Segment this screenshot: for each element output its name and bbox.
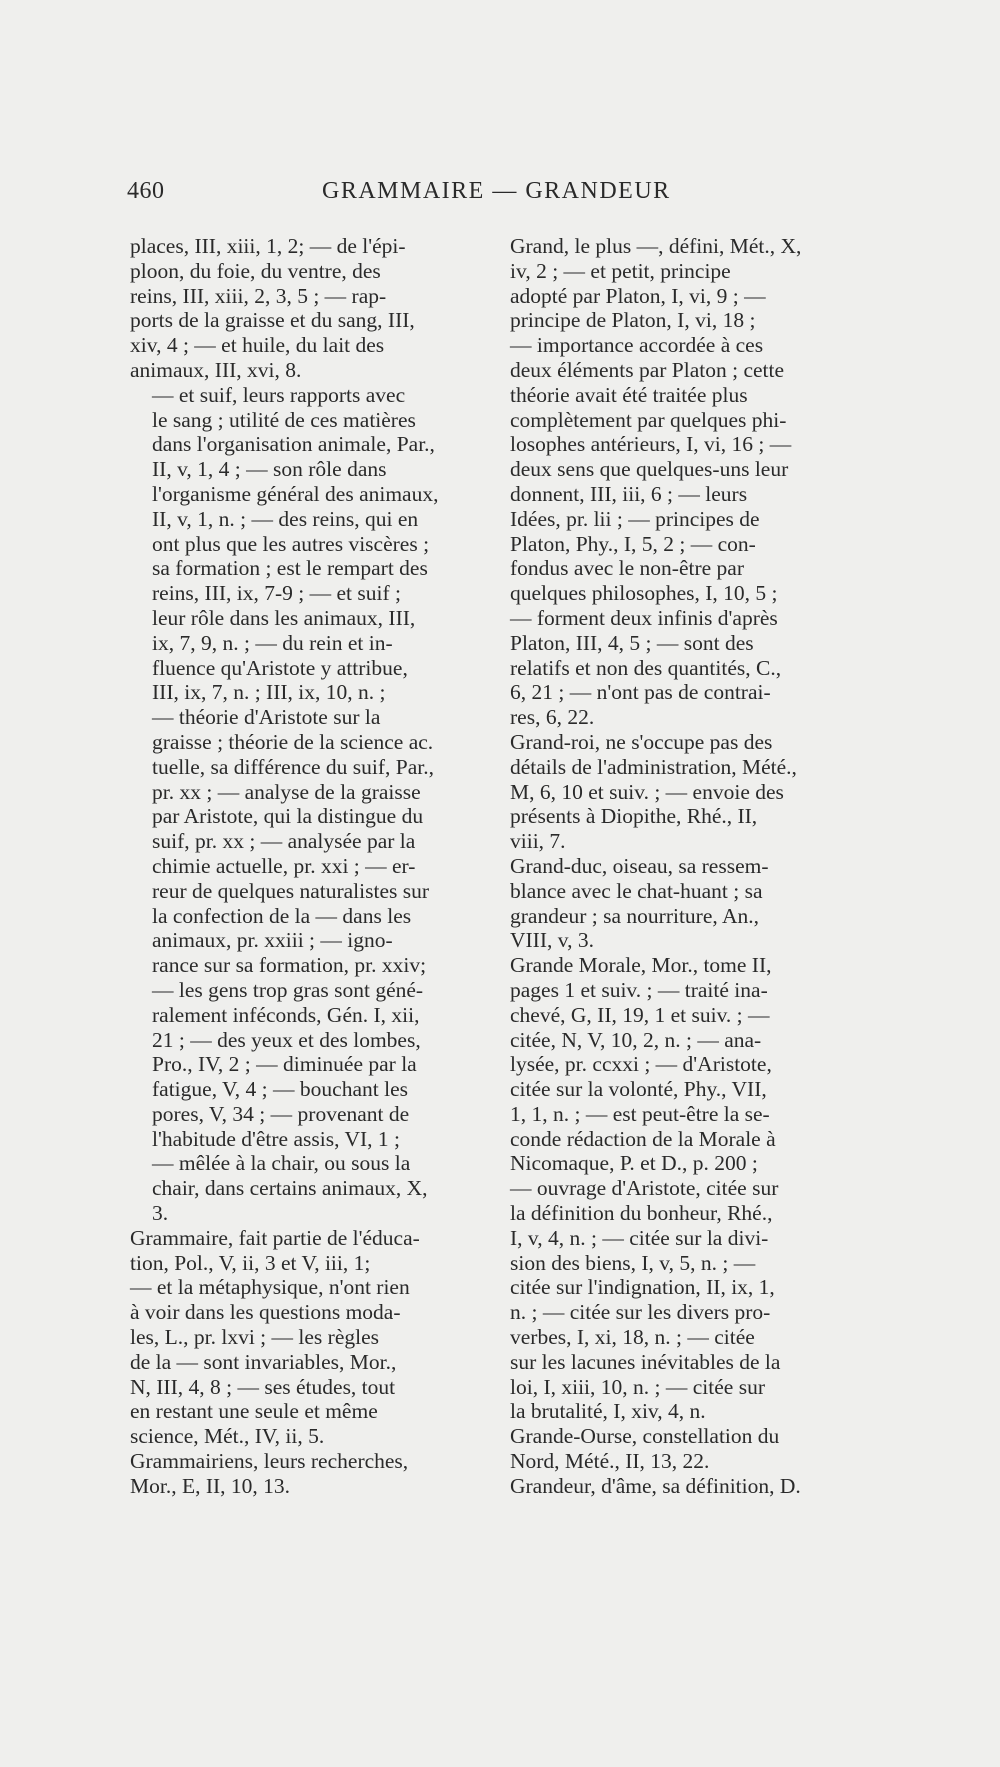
text-line: — et suif, leurs rapports avec: [152, 382, 406, 407]
text-line: VIII, v, 3.: [510, 928, 594, 953]
text-line: animaux, III, xvi, 8.: [130, 357, 302, 382]
text-line: Grand, le plus —, défini, Mét., X,: [510, 234, 802, 258]
text-line: rance sur sa formation, pr. xxiv;: [152, 953, 427, 978]
index-entry: [510, 1474, 865, 1499]
text-line: Platon, Phy., I, 5, 2 ; — con-: [510, 531, 756, 556]
text-line: en restant une seule et même: [130, 1399, 378, 1424]
text-line: M, 6, 10 et suiv. ; — envoie des: [510, 779, 784, 804]
running-head: [0, 178, 1000, 218]
text-line: théorie avait été traitée plus: [510, 382, 748, 407]
text-line: sion des biens, I, v, 5, n. ; —: [510, 1250, 756, 1275]
text-line: pores, V, 34 ; — provenant de: [152, 1101, 410, 1126]
text-line: animaux, pr. xxiii ; — igno-: [152, 928, 393, 953]
index-entry: [510, 1424, 865, 1474]
text-line: la définition du bonheur, Rhé.,: [510, 1201, 773, 1226]
text-line: Grandeur, d'âme, sa définition, D.: [510, 1473, 801, 1498]
text-line: — ouvrage d'Aristote, citée sur: [510, 1176, 779, 1201]
index-continuation: [130, 234, 468, 383]
index-entry: [510, 234, 865, 730]
text-line: science, Mét., IV, ii, 5.: [130, 1424, 325, 1449]
index-entry: [510, 953, 865, 1424]
text-line: chimie actuelle, pr. xxi ; — er-: [152, 853, 416, 878]
text-line: de la — sont invariables, Mor.,: [130, 1349, 397, 1374]
text-line: I, v, 4, n. ; — citée sur la divi-: [510, 1225, 769, 1250]
text-line: Grande Morale, Mor., tome II,: [510, 953, 772, 978]
text-line: n. ; — citée sur les divers pro-: [510, 1300, 771, 1325]
text-line: xiv, 4 ; — et huile, du lait des: [130, 333, 385, 358]
right-index-column: [510, 234, 865, 1499]
index-entry: [510, 854, 865, 953]
text-line: citée sur la volonté, Phy., VII,: [510, 1077, 767, 1102]
text-line: Nord, Mété., II, 13, 22.: [510, 1449, 710, 1474]
text-line: Grande-Ourse, constellation du: [510, 1424, 780, 1449]
text-line: II, v, 1, n. ; — des reins, qui en: [152, 506, 419, 531]
text-line: chair, dans certains animaux, X,: [152, 1176, 428, 1201]
index-entry: [130, 1226, 468, 1449]
text-line: fondus avec le non-être par: [510, 556, 745, 581]
text-line: N, III, 4, 8 ; — ses études, tout: [130, 1374, 396, 1399]
text-line: leur rôle dans les animaux, III,: [152, 605, 416, 630]
text-line: III, ix, 7, n. ; III, ix, 10, n. ;: [152, 680, 386, 705]
text-line: 21 ; — des yeux et des lombes,: [152, 1027, 421, 1052]
index-paragraph: [130, 383, 468, 978]
text-line: Grammairiens, leurs recherches,: [130, 1449, 409, 1474]
text-line: — et la métaphysique, n'ont rien: [130, 1275, 410, 1300]
text-line: pages 1 et suiv. ; — traité ina-: [510, 977, 768, 1002]
text-line: Grand-duc, oiseau, sa ressem-: [510, 853, 769, 878]
text-line: 6, 21 ; — n'ont pas de contrai-: [510, 680, 771, 705]
text-line: — forment deux infinis d'après: [510, 605, 778, 630]
text-line: présents à Diopithe, Rhé., II,: [510, 804, 758, 829]
page-header-title: GRAMMAIRE — GRANDEUR: [322, 178, 671, 204]
text-line: lysée, pr. ccxxi ; — d'Aristote,: [510, 1052, 772, 1077]
text-line: Grammaire, fait partie de l'éduca-: [130, 1225, 420, 1250]
text-line: la confection de la — dans les: [152, 903, 412, 928]
text-line: le sang ; utilité de ces matières: [152, 407, 416, 432]
text-line: grandeur ; sa nourriture, An.,: [510, 903, 759, 928]
text-line: l'habitude d'être assis, VI, 1 ;: [152, 1126, 400, 1151]
text-line: II, v, 1, 4 ; — son rôle dans: [152, 457, 387, 482]
text-line: ports de la graisse et du sang, III,: [130, 308, 415, 333]
page-number: 460: [127, 178, 165, 204]
text-line: les, L., pr. lxvi ; — les règles: [130, 1325, 380, 1350]
index-entry: [130, 1449, 468, 1499]
text-line: principe de Platon, I, vi, 18 ;: [510, 308, 756, 333]
text-line: ix, 7, 9, n. ; — du rein et in-: [152, 630, 393, 655]
index-entry: [510, 730, 865, 854]
text-line: res, 6, 22.: [510, 705, 595, 730]
text-line: — les gens trop gras sont géné-: [152, 977, 424, 1002]
text-line: places, III, xiii, 1, 2; — de l'épi-: [130, 234, 406, 258]
text-line: suif, pr. xx ; — analysée par la: [152, 829, 416, 854]
text-line: complètement par quelques phi-: [510, 407, 787, 432]
text-line: donnent, III, iii, 6 ; — leurs: [510, 481, 748, 506]
text-line: fatigue, V, 4 ; — bouchant les: [152, 1077, 408, 1102]
text-line: l'organisme général des animaux,: [152, 481, 439, 506]
text-line: ont plus que les autres viscères ;: [152, 531, 430, 556]
text-line: iv, 2 ; — et petit, principe: [510, 258, 731, 283]
text-line: — importance accordée à ces: [510, 333, 764, 358]
text-line: par Aristote, qui la distingue du: [152, 804, 424, 829]
text-line: reins, III, xiii, 2, 3, 5 ; — rap-: [130, 283, 387, 308]
left-index-column: [130, 234, 468, 1499]
text-line: reur de quelques naturalistes sur: [152, 878, 430, 903]
text-line: verbes, I, xi, 18, n. ; — citée: [510, 1325, 755, 1350]
text-line: à voir dans les questions moda-: [130, 1300, 401, 1325]
text-line: sur les lacunes inévitables de la: [510, 1349, 781, 1374]
text-line: Mor., E, II, 10, 13.: [130, 1473, 291, 1498]
text-line: deux sens que quelques-uns leur: [510, 457, 789, 482]
text-line: détails de l'administration, Mété.,: [510, 754, 797, 779]
text-line: tion, Pol., V, ii, 3 et V, iii, 1;: [130, 1250, 371, 1275]
text-line: loi, I, xiii, 10, n. ; — citée sur: [510, 1374, 765, 1399]
text-line: citée, N, V, 10, 2, n. ; — ana-: [510, 1027, 762, 1052]
text-line: 1, 1, n. ; — est peut-être la se-: [510, 1101, 770, 1126]
text-line: Idées, pr. lii ; — principes de: [510, 506, 760, 531]
index-paragraph: [130, 978, 468, 1226]
text-line: — théorie d'Aristote sur la: [152, 705, 381, 730]
text-line: conde rédaction de la Morale à: [510, 1126, 776, 1151]
text-line: adopté par Platon, I, vi, 9 ; —: [510, 283, 766, 308]
text-line: losophes antérieurs, I, vi, 16 ; —: [510, 432, 792, 457]
text-line: reins, III, ix, 7-9 ; — et suif ;: [152, 581, 401, 606]
text-line: tuelle, sa différence du suif, Par.,: [152, 754, 434, 779]
text-line: deux éléments par Platon ; cette: [510, 357, 785, 382]
text-line: dans l'organisation animale, Par.,: [152, 432, 435, 457]
text-line: 3.: [152, 1201, 169, 1226]
text-line: — mêlée à la chair, ou sous la: [152, 1151, 411, 1176]
text-line: ralement inféconds, Gén. I, xii,: [152, 1002, 420, 1027]
text-line: graisse ; théorie de la science ac.: [152, 729, 434, 754]
text-line: Platon, III, 4, 5 ; — sont des: [510, 630, 754, 655]
text-line: la brutalité, I, xiv, 4, n.: [510, 1399, 706, 1424]
text-line: Nicomaque, P. et D., p. 200 ;: [510, 1151, 758, 1176]
text-line: pr. xx ; — analyse de la graisse: [152, 779, 421, 804]
text-line: blance avec le chat-huant ; sa: [510, 878, 763, 903]
text-line: quelques philosophes, I, 10, 5 ;: [510, 581, 778, 606]
text-line: relatifs et non des quantités, C.,: [510, 655, 782, 680]
text-line: citée sur l'indignation, II, ix, 1,: [510, 1275, 775, 1300]
text-line: Pro., IV, 2 ; — diminuée par la: [152, 1052, 417, 1077]
text-line: Grand-roi, ne s'occupe pas des: [510, 729, 773, 754]
text-line: ploon, du foie, du ventre, des: [130, 258, 381, 283]
text-line: sa formation ; est le rempart des: [152, 556, 428, 581]
text-line: fluence qu'Aristote y attribue,: [152, 655, 408, 680]
text-line: viii, 7.: [510, 829, 566, 854]
text-line: chevé, G, II, 19, 1 et suiv. ; —: [510, 1002, 770, 1027]
